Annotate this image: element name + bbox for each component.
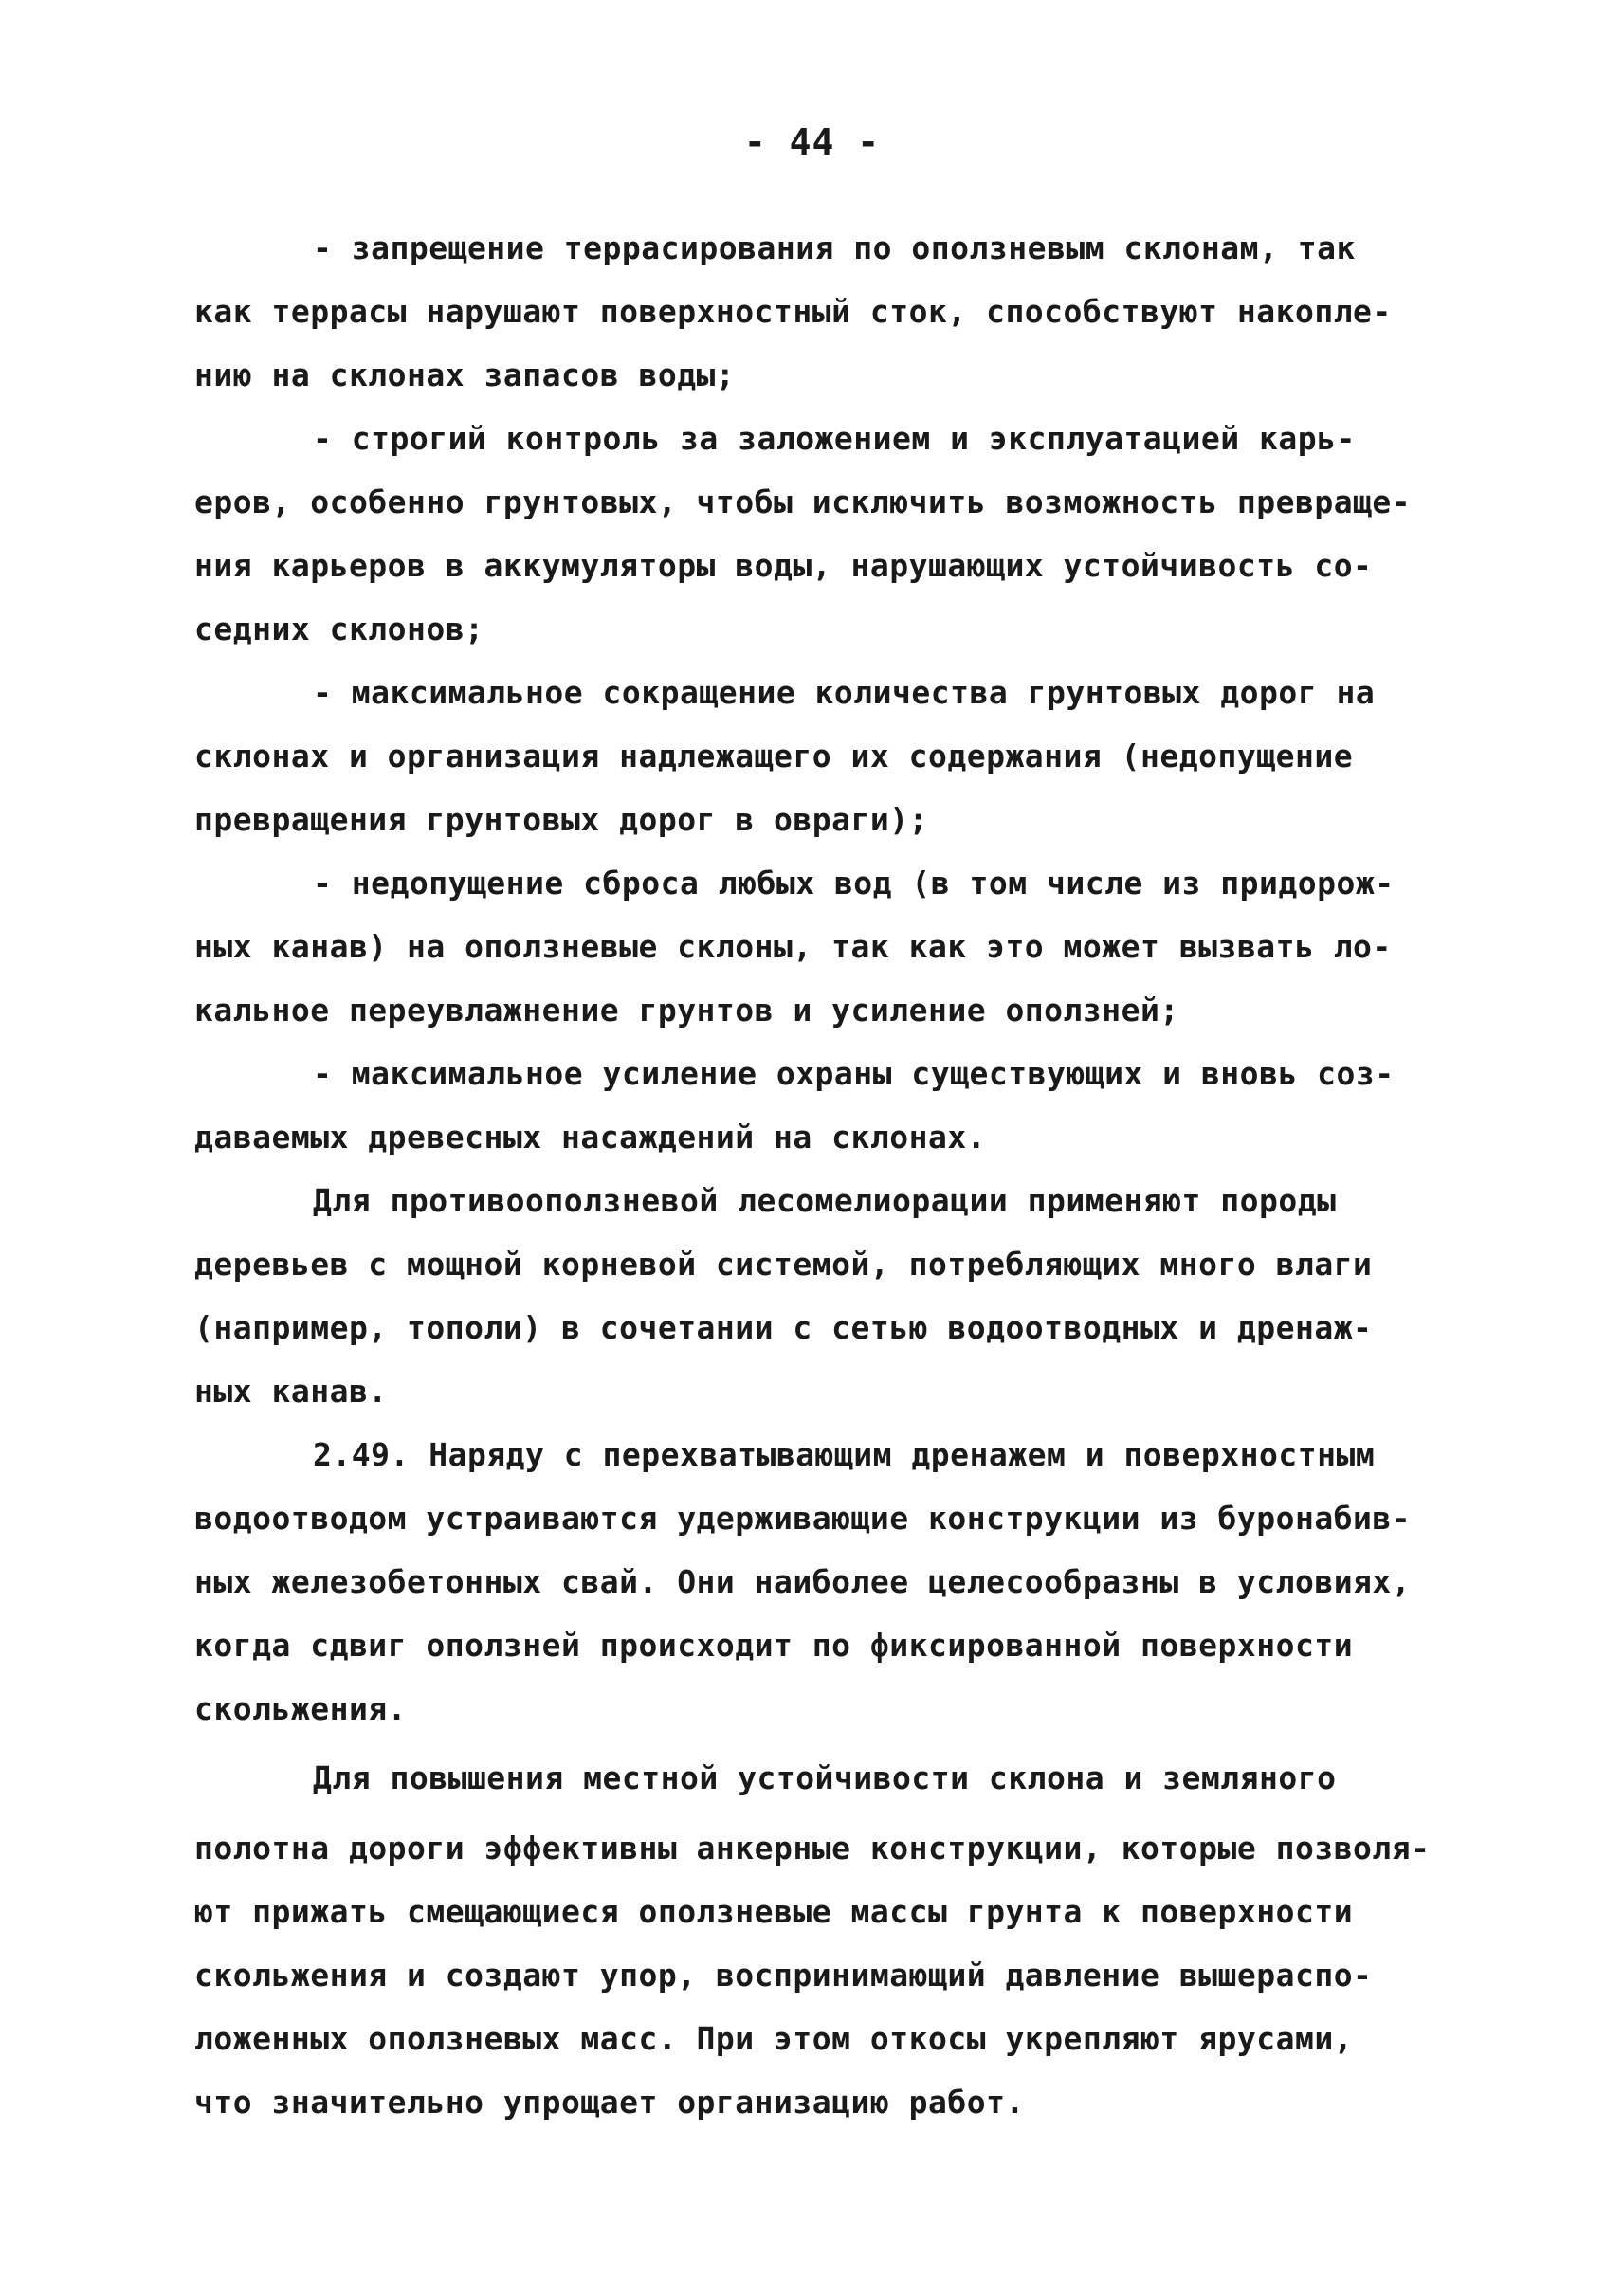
paragraph-start-forest-melioration: Для противооползневой лесомелиорации применяют породы xyxy=(313,1182,1337,1219)
text-line: даваемых древесных насаждений на склонах. xyxy=(194,1119,987,1156)
text-line: ния карьеров в аккумуляторы воды, нарушающих устойчивость со- xyxy=(194,547,1373,584)
text-line: полотна дороги эффективны анкерные конструкции, которые позволя- xyxy=(194,1830,1431,1867)
page-number: - 44 - xyxy=(743,121,881,163)
text-line: нию на склонах запасов воды; xyxy=(194,356,736,393)
text-line: когда сдвиг оползней происходит по фиксированной поверхности xyxy=(194,1627,1354,1664)
list-item-terracing: - запрещение террасирования по оползневым склонам, так xyxy=(313,229,1356,266)
text-line: ных канав. xyxy=(194,1373,388,1410)
text-line: ложенных оползневых масс. При этом откосы укрепляют ярусами, xyxy=(194,2020,1354,2057)
text-line: скольжения. xyxy=(194,1690,408,1727)
text-line: скольжения и создают упор, воспринимающий давление вышераспо- xyxy=(194,1957,1373,1994)
list-item-dirt-roads: - максимальное сокращение количества грунтовых дорог на xyxy=(313,674,1376,711)
text-line: (например, тополи) в сочетании с сетью водоотводных и дренаж- xyxy=(194,1309,1373,1346)
text-line: как террасы нарушают поверхностный сток, способствуют накопле- xyxy=(194,293,1392,330)
text-line: ных железобетонных свай. Они наиболее целесообразны в условиях, xyxy=(194,1563,1412,1600)
section-2-49-start: 2.49. Наряду с перехватывающим дренажем и поверхностным xyxy=(313,1436,1376,1473)
text-line: деревьев с мощной корневой системой, потребляющих много влаги xyxy=(194,1246,1373,1283)
text-line: еров, особенно грунтовых, чтобы исключить возможность превраще- xyxy=(194,483,1412,520)
paragraph-start-anchor-structures: Для повышения местной устойчивости склона и земляного xyxy=(313,1759,1337,1796)
text-line: водоотводом устраиваются удерживающие конструкции из буронабив- xyxy=(194,1500,1412,1537)
text-line: кальное переувлажнение грунтов и усиление оползней; xyxy=(194,992,1179,1029)
text-line: ют прижать смещающиеся оползневые массы грунта к поверхности xyxy=(194,1893,1354,1930)
text-line: превращения грунтовых дорог в овраги); xyxy=(194,801,928,838)
text-line: ных канав) на оползневые склоны, так как это может вызвать ло- xyxy=(194,928,1392,965)
body-text xyxy=(194,216,1465,2134)
list-item-quarry-control: - строгий контроль за заложением и эксплуатацией карь- xyxy=(313,420,1356,457)
list-item-tree-protection: - максимальное усиление охраны существующих и вновь соз- xyxy=(313,1055,1395,1092)
text-line: седних склонов; xyxy=(194,610,484,647)
text-line: что значительно упрощает организацию работ. xyxy=(194,2084,1025,2121)
list-item-water-discharge: - недопущение сброса любых вод (в том числе из придорож- xyxy=(313,865,1395,902)
text-line: склонах и организация надлежащего их содержания (недопущение xyxy=(194,738,1354,774)
